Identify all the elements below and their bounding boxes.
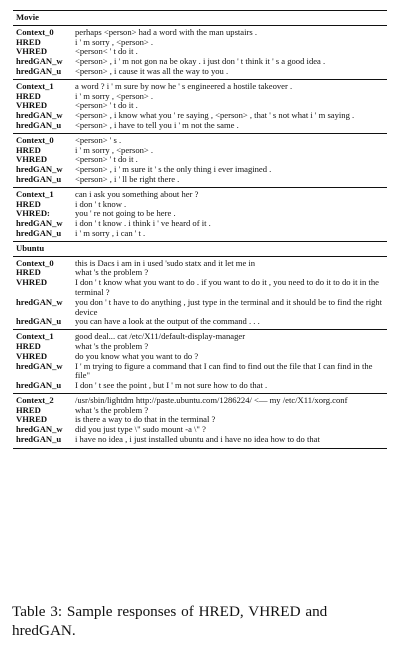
row-text: <person> , i know what you ' re saying , <person> , that ' s not what i ' m saying .: [75, 110, 355, 121]
row-text: <person> ' t do it .: [75, 100, 138, 111]
table-row: [13, 330, 387, 342]
table-row: [13, 38, 387, 48]
section-header-row: [13, 11, 387, 25]
row-text: do you know what you want to do ?: [75, 350, 199, 361]
row-label: VHRED: [16, 414, 48, 425]
row-label: Context_0: [13, 256, 75, 268]
row-label: HRED: [16, 267, 41, 278]
row-label: hredGAN_w: [16, 218, 63, 229]
row-text: you can have a look at the output of the command . . .: [75, 316, 260, 327]
row-label: hredGAN_u: [16, 173, 62, 184]
row-label: hredGAN_w: [16, 360, 63, 371]
row-label: hredGAN_u: [16, 227, 62, 238]
row-label: HRED: [16, 404, 41, 415]
row-text: <person> , i ' ll be right there .: [75, 173, 180, 184]
row-label: VHRED: [16, 46, 48, 57]
table-caption: Table 3: Sample responses of HRED, VHRED and hredGAN.: [12, 603, 328, 639]
row-text: this is Dacs i am in i used 'sudo statx and it let me in: [75, 256, 387, 268]
row-label: HRED: [16, 340, 41, 351]
row-text: i ' m sorry , <person> .: [75, 144, 154, 155]
table-row: [13, 67, 387, 79]
table-row: [13, 165, 387, 175]
section-title: Ubuntu: [13, 241, 387, 256]
table-row: [13, 256, 387, 268]
row-label: hredGAN_u: [16, 434, 62, 445]
row-label: hredGAN_w: [16, 56, 63, 67]
row-text: a word ? i ' m sure by now he ' s engineered a hostile takeover .: [75, 79, 387, 91]
row-label: VHRED:: [16, 208, 50, 219]
row-label: Context_1: [13, 187, 75, 199]
row-text: /usr/sbin/lightdm http://paste.ubuntu.com/1286224/ <— my /etc/X11/xorg.conf: [75, 393, 387, 405]
row-text: <person> , i ' m sure it ' s the only thing i ever imagined .: [75, 164, 272, 175]
row-text: what 's the problem ?: [75, 340, 149, 351]
row-label: hredGAN_u: [16, 380, 62, 391]
table-row: [13, 92, 387, 102]
table-row: [13, 146, 387, 156]
row-text: I don ' t know what you want to do . if you want to do it , you need to do it to do it in the terminal ?: [75, 277, 379, 297]
table-row: [13, 79, 387, 91]
row-label: hredGAN_w: [16, 110, 63, 121]
row-label: HRED: [16, 36, 41, 47]
table-row: [13, 187, 387, 199]
row-text: you ' re not going to be here .: [75, 208, 176, 219]
row-text: <person< ' t do it .: [75, 46, 138, 57]
row-text: what 's the problem ?: [75, 267, 149, 278]
row-text: you don ' t have to do anything , just type in the terminal and it should be to find the right device: [75, 296, 383, 317]
row-text: <person> , i have to tell you i ' m not the same .: [75, 119, 239, 130]
row-label: Context_1: [13, 79, 75, 91]
row-label: Context_0: [13, 133, 75, 145]
row-label: Context_0: [13, 25, 75, 37]
row-text: good deal... cat /etc/X11/default-display-manager: [75, 330, 387, 342]
row-text: <person> , i ' m not gon na be okay . i just don ' t think it ' s a good idea .: [75, 56, 326, 67]
row-label: hredGAN_w: [16, 296, 63, 307]
row-text: i don ' t know . i think i ' ve heard of it .: [75, 218, 211, 229]
row-label: hredGAN_w: [16, 424, 63, 435]
table-row: [13, 362, 387, 382]
table-bottom-rule: [13, 448, 387, 449]
table-row: [13, 200, 387, 210]
responses-table-body: [13, 11, 387, 447]
row-text: perhaps <person> had a word with the man upstairs .: [75, 25, 387, 37]
row-label: Context_1: [13, 330, 75, 342]
row-label: hredGAN_u: [16, 119, 62, 130]
row-label: HRED: [16, 144, 41, 155]
table-row: [13, 393, 387, 405]
table-row: [13, 435, 387, 447]
table-row: [13, 342, 387, 352]
row-text: i ' m sorry , <person> .: [75, 90, 154, 101]
responses-table-container: [13, 11, 387, 447]
row-text: did you just type \" sudo mount -a \" ?: [75, 424, 206, 435]
table-row: [13, 381, 387, 393]
row-text: i ' m sorry , <person> .: [75, 36, 154, 47]
table-row: [13, 278, 387, 298]
row-label: hredGAN_u: [16, 316, 62, 327]
row-label: Context_2: [13, 393, 75, 405]
row-text: can i ask you something about her ?: [75, 187, 387, 199]
section-title: Movie: [16, 12, 39, 22]
table-row: [13, 298, 387, 318]
row-label: HRED: [16, 198, 41, 209]
row-text: <person> , i cause it was all the way to you .: [75, 65, 229, 76]
responses-table: [13, 11, 387, 447]
row-label: VHRED: [16, 100, 48, 111]
row-text: I don ' t see the point , but I ' m not sure how to do that .: [75, 380, 268, 391]
row-label: VHRED: [16, 277, 48, 288]
section-header-row: [13, 241, 387, 256]
table-row: [13, 219, 387, 229]
table-row: [13, 25, 387, 37]
row-text: is there a way to do that in the terminal ?: [75, 414, 216, 425]
table-row: [13, 317, 387, 329]
table-row: [13, 175, 387, 187]
row-label: HRED: [16, 90, 41, 101]
row-text: i have no idea , i just installed ubuntu and i have no idea how to do that: [75, 434, 320, 445]
table-row: [13, 121, 387, 133]
row-text: I ' m trying to figure a command that I can find to find out the file that I can find in the file": [75, 360, 373, 381]
table-row: [13, 133, 387, 145]
row-text: <person> ' t do it .: [75, 154, 138, 165]
table-row: [13, 229, 387, 241]
row-text: i don ' t know .: [75, 198, 127, 209]
row-text: what 's the problem ?: [75, 404, 149, 415]
row-text: <person> ' s .: [75, 133, 387, 145]
row-label: hredGAN_u: [16, 65, 62, 76]
row-label: VHRED: [16, 350, 48, 361]
row-label: hredGAN_w: [16, 164, 63, 175]
row-label: VHRED: [16, 154, 48, 165]
row-text: i ' m sorry , i can ' t .: [75, 227, 146, 238]
